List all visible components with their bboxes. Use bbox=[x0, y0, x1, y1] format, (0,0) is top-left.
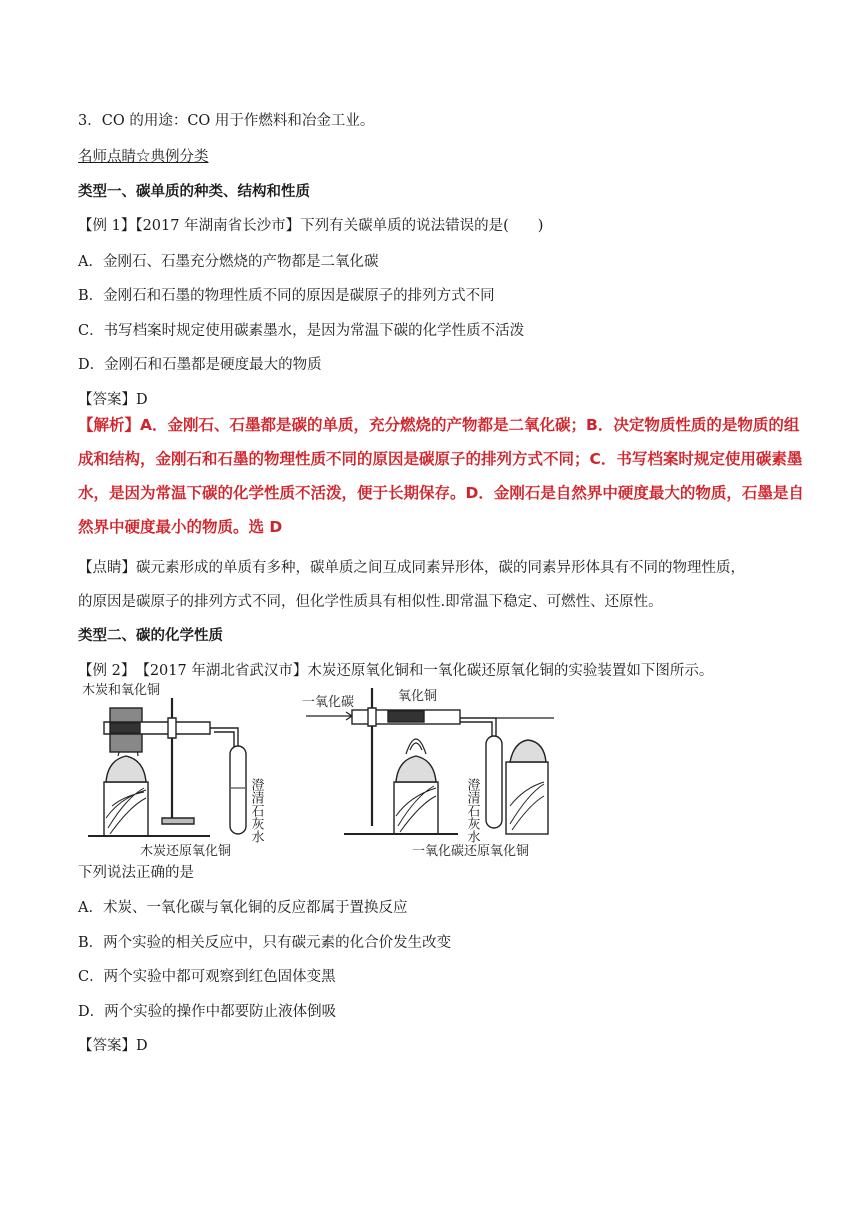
left-test-tube bbox=[230, 746, 246, 834]
example1-option-d: D．金刚石和石墨都是硬度最大的物质 bbox=[78, 357, 322, 373]
example1-analysis-4: 然界中硬度最小的物质。选 D bbox=[78, 518, 283, 536]
right-label-gas: 一氧化碳 bbox=[302, 695, 355, 710]
left-label-side: 澄清石灰水 bbox=[248, 778, 264, 843]
right-gas-arrow bbox=[306, 712, 352, 720]
example2-question: 【例 2】 【2017 年湖北省武汉市】木炭还原氧化铜和一氧化碳还原氧化铜的实验装置如下图所示。 bbox=[78, 663, 714, 679]
right-label-top: 氧化铜 bbox=[398, 689, 438, 704]
example1-question: 【例 1】【2017 年湖南省长沙市】下列有关碳单质的说法错误的是( ) bbox=[78, 218, 544, 234]
section-heading: 名师点睛☆典例分类 bbox=[78, 149, 209, 165]
left-base bbox=[162, 818, 194, 824]
example2-option-c: C．两个实验中都可观察到红色固体变黑 bbox=[78, 969, 336, 985]
experiment-diagram bbox=[76, 678, 566, 860]
example1-analysis-2: 成和结构，金刚石和石墨的物理性质不同的原因是碳原子的排列方式不同；C．书写档案时规定使用碳素墨 bbox=[78, 450, 803, 468]
right-lamp bbox=[396, 756, 436, 782]
example1-analysis-1: 【解析】A．金刚石、石墨都是碳的单质，充分燃烧的产物都是二氧化碳；B．决定物质性质的是物质的组 bbox=[78, 416, 800, 434]
example1-answer: 【答案】D bbox=[78, 392, 148, 408]
co-use-line: 3．CO 的用途：CO 用于作燃料和冶金工业。 bbox=[78, 113, 375, 129]
example2-answer: 【答案】D bbox=[78, 1038, 148, 1054]
left-label-top: 木炭和氧化铜 bbox=[82, 683, 161, 698]
example1-analysis-3: 水，是因为常温下碳的化学性质不活泼，便于长期保存。D．金刚石是自然界中硬度最大的物质，石墨是自 bbox=[78, 484, 804, 502]
example1-option-a: A．金刚石、石墨充分燃烧的产物都是二氧化碳 bbox=[78, 254, 379, 270]
right-caption: 一氧化碳还原氧化铜 bbox=[412, 844, 530, 859]
right-flame bbox=[406, 739, 426, 754]
left-tube-contents bbox=[110, 723, 140, 733]
right-test-tube bbox=[486, 736, 502, 828]
left-caption: 木炭还原氧化铜 bbox=[140, 844, 232, 859]
example1-option-b: B．金刚石和石墨的物理性质不同的原因是碳原子的排列方式不同 bbox=[78, 288, 495, 304]
example1-option-c: C．书写档案时规定使用碳素墨水，是因为常温下碳的化学性质不活泼 bbox=[78, 323, 525, 339]
left-lamp bbox=[106, 756, 146, 782]
type1-heading: 类型一、碳单质的种类、结构和性质 bbox=[78, 184, 310, 200]
right-lamp-2 bbox=[510, 740, 546, 762]
left-clamp bbox=[168, 718, 176, 738]
example1-note-2: 的原因是碳原子的排列方式不同，但化学性质具有相似性.即常温下稳定、可燃性、还原性。 bbox=[78, 594, 663, 610]
right-label-side: 澄清石灰水 bbox=[464, 778, 480, 843]
example1-note-1: 【点睛】碳元素形成的单质有多种，碳单质之间互成同素异形体，碳的同素异形体具有不同的物理性质， bbox=[78, 560, 745, 576]
right-clamp bbox=[368, 708, 376, 726]
example2-option-b: B．两个实验的相关反应中，只有碳元素的化合价发生改变 bbox=[78, 935, 452, 951]
example2-option-a: A．术炭、一氧化碳与氧化铜的反应都属于置换反应 bbox=[78, 900, 408, 916]
example2-prompt: 下列说法正确的是 bbox=[78, 865, 194, 881]
right-tube-contents bbox=[388, 711, 424, 722]
type2-heading: 类型二、碳的化学性质 bbox=[78, 628, 223, 644]
example2-option-d: D．两个实验的操作中都要防止液体倒吸 bbox=[78, 1004, 337, 1020]
